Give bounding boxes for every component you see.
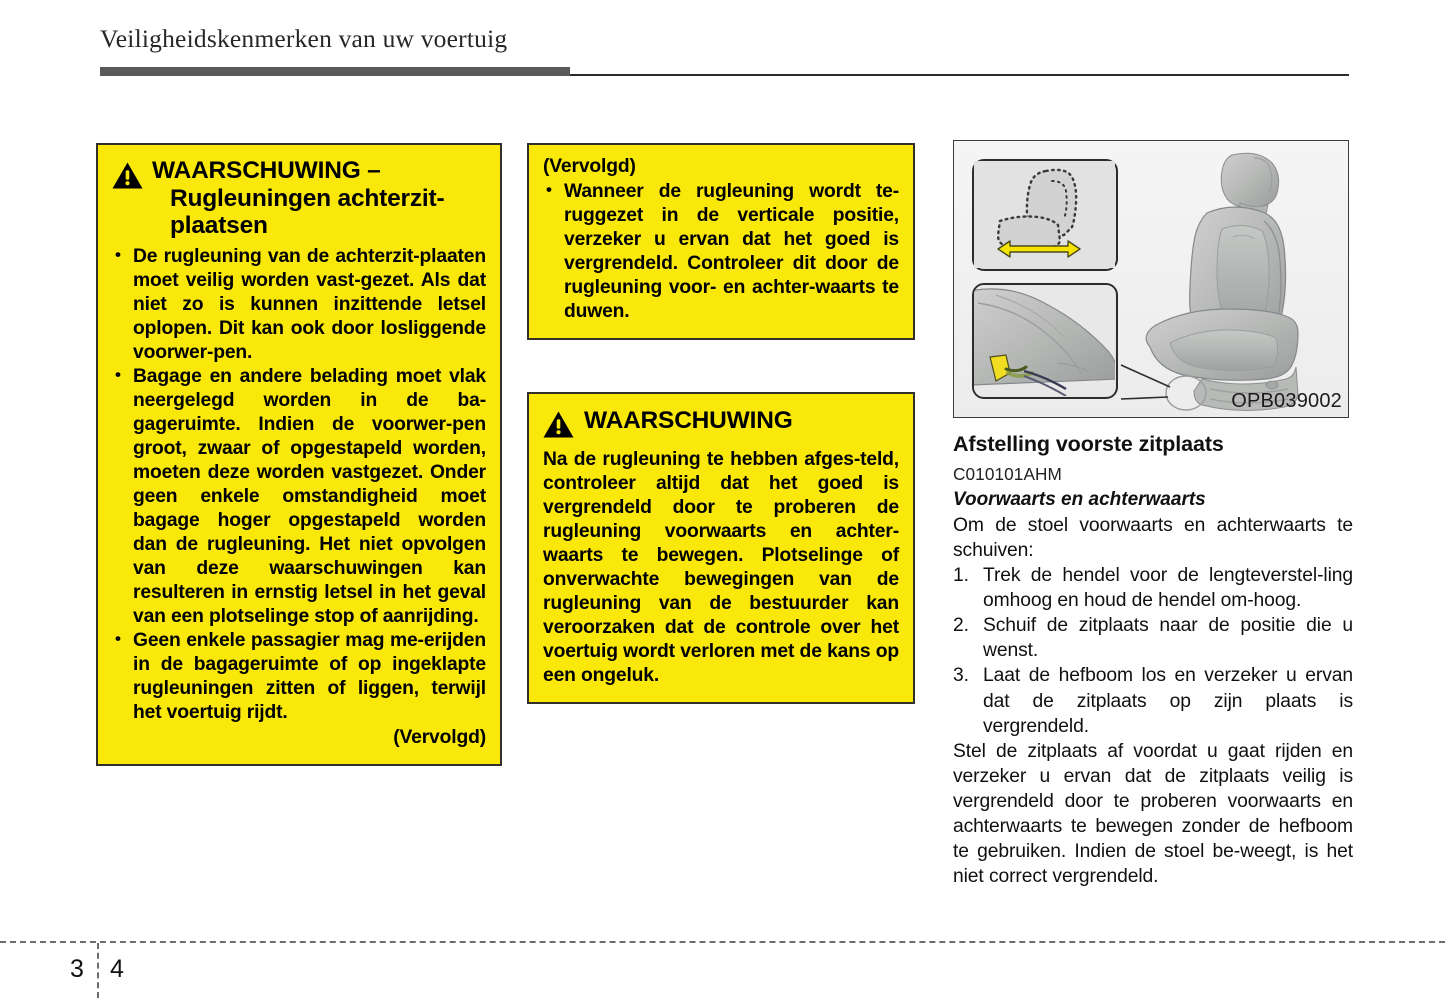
continued-warning-box xyxy=(527,143,915,340)
step-number: 2. xyxy=(953,615,969,637)
seat-lever-detail xyxy=(972,283,1118,399)
warning-triangle-icon xyxy=(543,411,574,443)
warning-body xyxy=(543,448,899,688)
subsection-title: Voorwaarts en achterwaarts xyxy=(953,489,1206,510)
step-number: 1. xyxy=(953,565,969,587)
footer-vertical-divider xyxy=(97,943,99,998)
step-item xyxy=(953,613,1353,663)
warning-body xyxy=(112,245,486,750)
warning-header xyxy=(543,406,899,443)
front-seat-illustration xyxy=(953,140,1349,418)
header-rule-group xyxy=(100,66,1350,76)
warning-title-block xyxy=(152,157,486,240)
section-code: C010101AHM xyxy=(953,464,1062,484)
numbered-steps xyxy=(953,563,1353,739)
left-column xyxy=(96,143,502,766)
continued-bullet-list xyxy=(543,180,899,324)
step-number: 3. xyxy=(953,665,969,687)
warning-header xyxy=(112,157,486,240)
step-text: Trek de hendel voor de lengteverstel-ling omhoog en houd de hendel om-hoog. xyxy=(983,565,1353,612)
step-item xyxy=(953,563,1353,613)
page-number: 4 xyxy=(110,955,124,983)
body-text-block xyxy=(953,513,1353,889)
page-header xyxy=(100,24,1350,53)
warning-title-sub: Rugleuningen achterzit- plaatsen xyxy=(170,184,445,240)
warning-bullet-item: • Wanneer de rugleuning wordt te-ruggezet in de verticale positie, verzeker u ervan dat het goed is vergrendeld. Controleer dit door de rugleuning voor- en achter-waarts te duwen. xyxy=(543,180,899,324)
warning-paragraph: Na de rugleuning te hebben afges-teld, controleer altijd dat het goed is vergrendeld door te proberen de rugleuning voorwaarts en achter-waarts te bewegen. Plotselinge of onverwachte bewegingen van de rugleuning van de bestuurder kan veroorzaken dat de controle over het voertuig wordt verloren met de kans op een ongeluk. xyxy=(543,449,899,687)
warning-title: WAARSCHUWING xyxy=(584,407,793,435)
chapter-number: 3 xyxy=(70,955,84,983)
step-text: Laat de hefboom los en verzeker u ervan dat de zitplaats op zijn plaats is vergrendeld. xyxy=(983,665,1353,737)
warning-bullet-list xyxy=(112,245,486,725)
closing-paragraph: Stel de zitplaats af voordat u gaat rijden en verzeker u ervan dat de zitplaats veilig is vergrendeld door te proberen voorwaarts en achterwaarts te bewegen zonder de hefboom te gebruiken. Indien de stoel be-weegt, is het niet correct vergrendeld. xyxy=(953,740,1353,888)
warning-title-main: WAARSCHUWING – xyxy=(152,157,381,184)
continued-label: (Vervolgd) xyxy=(393,727,486,749)
warning-triangle-icon xyxy=(112,162,143,194)
warning-bullet-item: • Geen enkele passagier mag me-erijden in de bagageruimte of op ingeklapte rugleuningen zitten of liggen, terwijl het voertuig rijdt. xyxy=(112,629,486,725)
continued-header-label: (Vervolgd) xyxy=(543,156,636,177)
figure-code: OPB039002 xyxy=(1231,390,1342,412)
step-text: Schuif de zitplaats naar de positie die u wenst. xyxy=(983,615,1353,662)
seat-slide-diagram xyxy=(972,159,1118,271)
section-title: Afstelling voorste zitplaats xyxy=(953,432,1224,456)
warning-bullet-item: • Bagage en andere belading moet vlak neergelegd worden in de ba-gageruimte. Indien de voorwer-pen groot, zwaar of opgestapeld worden, moeten deze worden vastgezet. Onder geen enkele omstandigheid moet bagage hoger opgestapeld worden dan de rugleuning. Het niet opvolgen van deze waarschuwingen kan resulteren in ernstig letsel in het geval van een plotselinge stop of aanrijding. xyxy=(112,365,486,629)
header-rule-thick xyxy=(100,67,570,76)
middle-column xyxy=(527,143,915,704)
page-title: Veiligheidskenmerken van uw voertuig xyxy=(100,24,508,53)
footer-divider xyxy=(0,941,1445,943)
intro-paragraph: Om de stoel voorwaarts en achterwaarts te schuiven: xyxy=(953,515,1353,562)
continued-body xyxy=(543,155,899,324)
warning-box-seatback-check xyxy=(527,392,915,704)
warning-box-rear-seatbacks xyxy=(96,143,502,766)
right-column xyxy=(953,140,1353,889)
step-item xyxy=(953,663,1353,738)
warning-bullet-item: • De rugleuning van de achterzit-plaaten moet veilig worden vast-gezet. Als dat niet zo is kunnen inzittende letsel oplopen. Dit kan ook door losliggende voorwer-pen. xyxy=(112,245,486,365)
